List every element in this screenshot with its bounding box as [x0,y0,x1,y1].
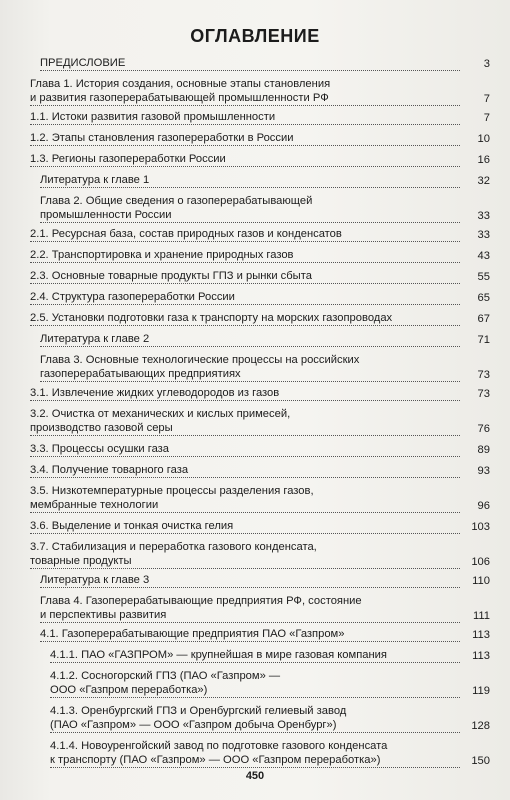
toc-entry-page: 7 [483,93,490,105]
toc-entry-text: 2.5. Установки подготовки газа к транспорту на морских газопроводах [30,311,460,326]
toc-entry-page: 76 [477,423,490,435]
toc-entry [30,627,490,642]
toc-entry [30,110,490,125]
toc-entry-text: Литература к главе 2 [40,332,460,347]
toc-entry-page: 67 [477,313,490,325]
toc-entry-text: 1.1. Истоки развития газовой промышленности [30,110,460,125]
toc-entry [30,704,490,733]
toc-entry-text: 4.1.4. Новоуренгойский завод по подготовке газового конденсата к транспорту (ПАО «Газпром» — ООО «Газпром переработка») [50,739,460,768]
toc-entry-text: 1.3. Регионы газопереработки России [30,152,460,167]
toc-entry-page: 7 [483,112,490,124]
toc-entry-page: 106 [471,556,490,568]
toc-entry-text: 4.1.2. Сосногорский ГПЗ (ПАО «Газпром» — ООО «Газпром переработка») [50,669,460,698]
toc-entry [30,152,490,167]
toc-entry-text: 4.1.1. ПАО «ГАЗПРОМ» — крупнейшая в мире газовая компания [50,648,460,663]
toc-entry-text: 3.7. Стабилизация и переработка газового конденсата, товарные продукты [30,540,460,569]
toc-entry-page: 43 [477,250,490,262]
toc-entry-page: 150 [471,755,490,767]
toc-entry-page: 113 [472,650,490,662]
toc-entry-page: 113 [472,629,490,641]
toc-entry-text: 1.2. Этапы становления газопереработки в России [30,131,460,146]
toc-entry [30,484,490,513]
page-title: ОГЛАВЛЕНИЕ [190,26,320,46]
toc-entry-text: Глава 2. Общие сведения о газоперерабатывающей промышленности России [40,194,460,223]
toc-entry [30,463,490,478]
toc-entry-page: 71 [477,334,490,346]
toc-entry-page: 111 [472,610,490,622]
toc-entry [30,648,490,663]
toc-entry-page: 16 [477,154,490,166]
toc-entry-page: 73 [477,388,490,400]
toc-entry-text: Литература к главе 3 [40,573,460,588]
toc-entry [30,332,490,347]
toc-entry-text: 3.6. Выделение и тонкая очистка гелия [30,519,460,534]
toc-entry [30,386,490,401]
toc-entry [30,442,490,457]
toc-entry-text: 4.1.3. Оренбургский ГПЗ и Оренбургский гелиевый завод (ПАО «Газпром» — ООО «Газпром добыча Оренбург») [50,704,460,733]
toc-entry-text: 3.5. Низкотемпературные процессы разделения газов, мембранные технологии [30,484,460,513]
toc-entry-text: 3.4. Получение товарного газа [30,463,460,478]
table-of-contents [30,56,490,768]
toc-entry-page: 10 [477,133,490,145]
toc-entry [30,519,490,534]
toc-entry [30,290,490,305]
toc-entry-page: 55 [477,271,490,283]
toc-entry [30,540,490,569]
toc-entry-text: 2.2. Транспортировка и хранение природных газов [30,248,460,263]
toc-entry-page: 110 [472,575,490,587]
toc-entry-text: ПРЕДИСЛОВИЕ [40,56,460,71]
toc-entry [30,407,490,436]
toc-entry [30,248,490,263]
toc-entry-page: 119 [472,685,490,697]
toc-entry [30,573,490,588]
toc-entry-text: 3.2. Очистка от механических и кислых примесей, производство газовой серы [30,407,460,436]
toc-entry [30,56,490,71]
toc-entry-text: Глава 1. История создания, основные этапы становления и развития газоперерабатывающей промышленности РФ [30,77,460,106]
toc-entry [30,194,490,223]
toc-entry-text: Глава 3. Основные технологические процессы на российских газоперерабатывающих предприятиях [40,353,460,382]
toc-entry-text: Литература к главе 1 [40,173,460,188]
toc-entry-page: 89 [477,444,490,456]
toc-entry [30,594,490,623]
toc-entry-page: 32 [477,175,490,187]
toc-entry [30,739,490,768]
toc-entry-text: 2.4. Структура газопереработки России [30,290,460,305]
page-number: 450 [245,770,265,782]
toc-entry [30,669,490,698]
toc-entry-page: 103 [471,521,490,533]
toc-entry-page: 33 [477,229,490,241]
toc-entry-text: 4.1. Газоперерабатывающие предприятия ПАО «Газпром» [40,627,460,642]
toc-entry-page: 96 [477,500,490,512]
toc-entry-text: 2.1. Ресурсная база, состав природных газов и конденсатов [30,227,460,242]
toc-entry [30,173,490,188]
toc-entry [30,131,490,146]
toc-entry-text: Глава 4. Газоперерабатывающие предприятия РФ, состояние и перспективы развития [40,594,460,623]
toc-entry-page: 73 [477,369,490,381]
toc-entry [30,227,490,242]
toc-entry-text: 3.1. Извлечение жидких углеводородов из газов [30,386,460,401]
toc-entry [30,269,490,284]
toc-entry-text: 3.3. Процессы осушки газа [30,442,460,457]
toc-entry-page: 33 [477,210,490,222]
toc-entry [30,311,490,326]
toc-entry-text: 2.3. Основные товарные продукты ГПЗ и рынки сбыта [30,269,460,284]
toc-entry-page: 93 [477,465,490,477]
toc-entry [30,77,490,106]
toc-entry-page: 3 [483,58,490,70]
toc-entry [30,353,490,382]
toc-entry-page: 65 [477,292,490,304]
toc-entry-page: 128 [471,720,490,732]
